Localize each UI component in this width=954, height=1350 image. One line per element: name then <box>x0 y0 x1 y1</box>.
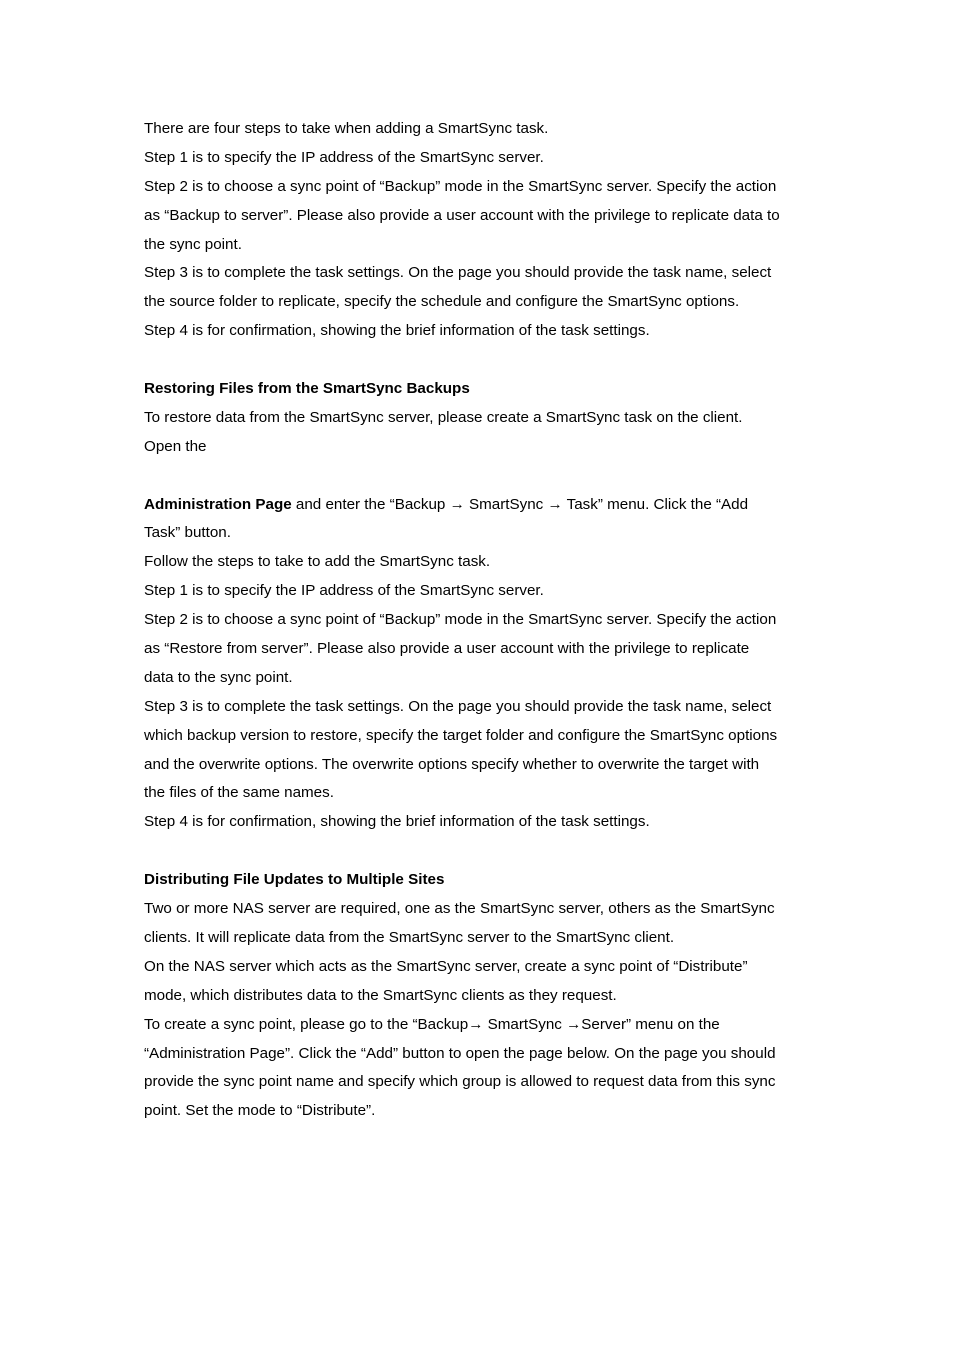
paragraph-line: Step 1 is to specify the IP address of the SmartSync server. <box>144 582 544 600</box>
paragraph-line: Follow the steps to take to add the SmartSync task. <box>144 553 491 571</box>
paragraph-line: as “Restore from server”. Please also provide a user account with the privilege to replicate <box>144 640 750 658</box>
admin-page-bold-text: Administration Page <box>144 495 292 513</box>
paragraph-line: Step 2 is to choose a sync point of “Backup” mode in the SmartSync server. Specify the action <box>144 177 777 195</box>
paragraph-line: data to the sync point. <box>144 668 293 686</box>
paragraph-line: which backup version to restore, specify the target folder and configure the SmartSync options <box>144 726 778 744</box>
paragraph-line: Step 4 is for confirmation, showing the brief information of the task settings. <box>144 813 650 831</box>
paragraph-line: Step 2 is to choose a sync point of “Backup” mode in the SmartSync server. Specify the action <box>144 611 777 629</box>
paragraph-line: There are four steps to take when adding a SmartSync task. <box>144 120 549 137</box>
section-restoring-files <box>144 375 824 837</box>
section-distributing-updates <box>144 866 824 1126</box>
paragraph-line: To restore data from the SmartSync server, please create a SmartSync task on the client. <box>144 408 743 426</box>
paragraph-line: provide the sync point name and specify which group is allowed to request data from this sync <box>144 1073 776 1091</box>
paragraph-line: Open the <box>144 437 207 455</box>
paragraph-line: Step 1 is to specify the IP address of the SmartSync server. <box>144 148 544 166</box>
paragraph-line: Task” button. <box>144 524 231 542</box>
paragraph-line: Step 4 is for confirmation, showing the brief information of the task settings. <box>144 322 650 340</box>
blank-line <box>144 837 824 866</box>
paragraph-line: Two or more NAS server are required, one as the SmartSync server, others as the SmartSync <box>144 900 775 918</box>
paragraph-line: Step 3 is to complete the task settings. On the page you should provide the task name, select <box>144 264 772 282</box>
document-page <box>144 115 824 1126</box>
paragraph-line: To create a sync point, please go to the “Backup→ SmartSync →Server” menu on the <box>144 1015 720 1033</box>
paragraph-line: as “Backup to server”. Please also provide a user account with the privilege to replicate data to <box>144 206 780 224</box>
paragraph-line: the source folder to replicate, specify the schedule and configure the SmartSync options. <box>144 293 740 311</box>
blank-line <box>144 462 824 491</box>
section-heading: Distributing File Updates to Multiple Sites <box>144 871 445 889</box>
paragraph-line: the files of the same names. <box>144 784 334 802</box>
paragraph-line: and the overwrite options. The overwrite options specify whether to overwrite the target with <box>144 755 760 773</box>
paragraph-line: On the NAS server which acts as the SmartSync server, create a sync point of “Distribute” <box>144 957 748 975</box>
paragraph-line: mode, which distributes data to the SmartSync clients as they request. <box>144 986 617 1004</box>
paragraph-line: clients. It will replicate data from the SmartSync server to the SmartSync client. <box>144 928 675 946</box>
paragraph-line: point. Set the mode to “Distribute”. <box>144 1102 376 1120</box>
section-heading: Restoring Files from the SmartSync Backups <box>144 380 470 398</box>
paragraph-line: “Administration Page”. Click the “Add” button to open the page below. On the page you should <box>144 1044 776 1062</box>
paragraph-line <box>144 491 824 520</box>
admin-page-rest-text: and enter the “Backup → SmartSync → Task” menu. Click the “Add <box>291 495 749 513</box>
blank-line <box>144 346 824 375</box>
paragraph-line: the sync point. <box>144 235 242 253</box>
section-adding-task <box>144 115 824 346</box>
paragraph-line: Step 3 is to complete the task settings. On the page you should provide the task name, select <box>144 697 772 715</box>
